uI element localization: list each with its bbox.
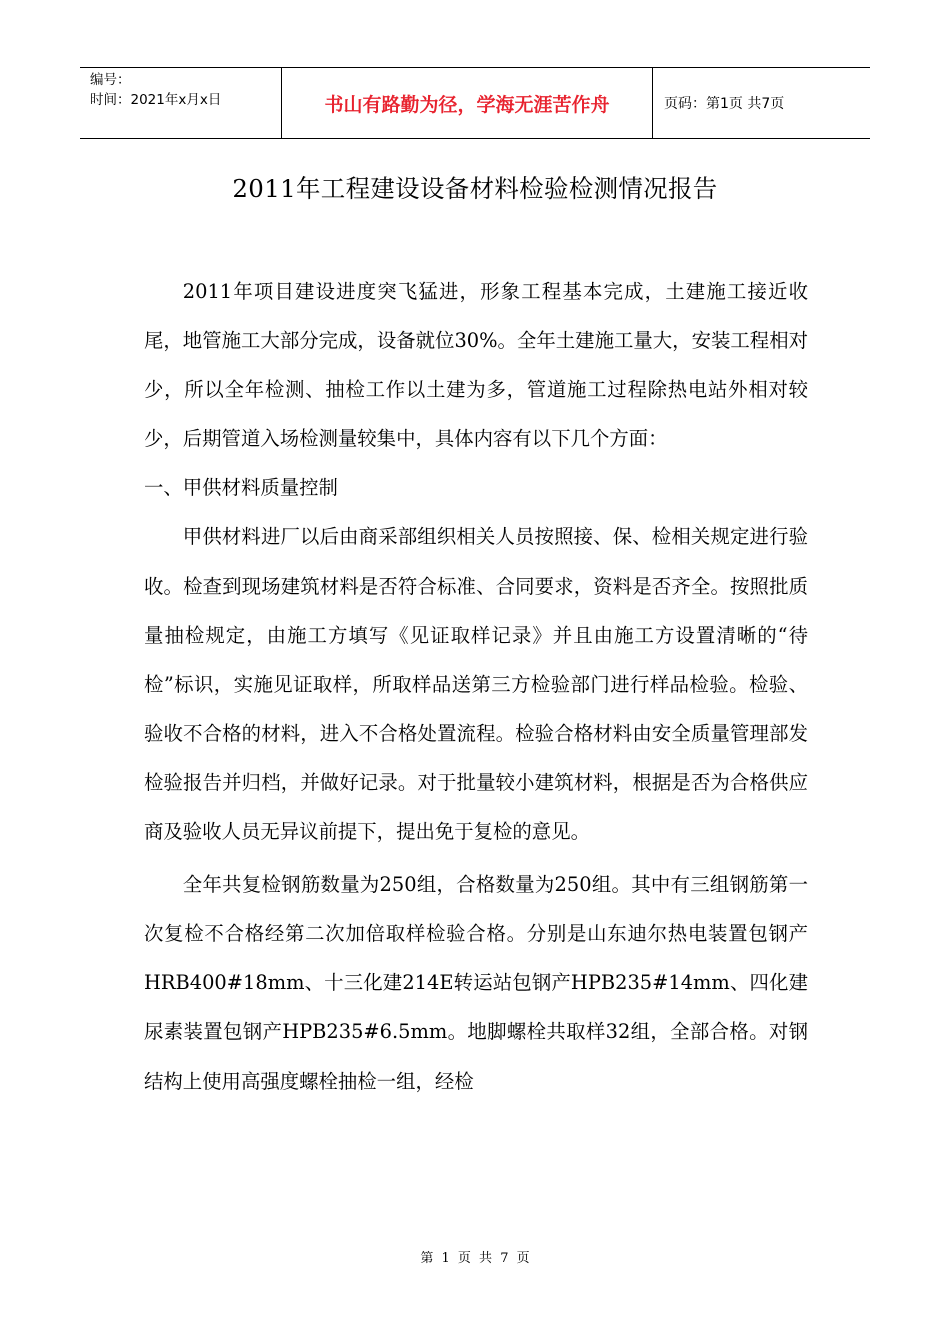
body-paragraph: 2011年项目建设进度突飞猛进，形象工程基本完成，土建施工接近收尾，地管施工大部分完成，设备就位30%。全年土建施工量大，安装工程相对少，所以全年检测、抽检工作以土建为多，管道施工过程除热电站外相对较少，后期管道入场检测量较集中，具体内容有以下几个方面： — [144, 280, 808, 451]
header-page-indicator: 页码：第1页 共7页 — [664, 96, 785, 112]
document-number-label: 编号： — [90, 72, 131, 88]
body-paragraph: 全年共复检钢筋数量为250组，合格数量为250组。其中有三组钢筋第一次复检不合格经第二次加倍取样检验合格。分别是山东迪尔热电装置包钢产HRB400#18mm、十三化建214E转运站包钢产HPB235#14mm、四化建尿素装置包钢产HPB235#6.5mm。地脚螺栓共取样32组，全部合格。对钢结构上使用高强度螺栓抽检一组，经检 — [144, 873, 808, 1093]
section-heading: 一、甲供材料质量控制 — [144, 476, 338, 500]
page-header — [80, 67, 870, 139]
document-title: 2011年工程建设设备材料检验检测情况报告 — [232, 174, 718, 203]
page-footer: 第 1 页 共 7 页 — [420, 1251, 530, 1266]
document-body — [144, 267, 808, 1106]
document-time-label: 时间：2021年x月x日 — [90, 92, 222, 108]
body-paragraph: 甲供材料进厂以后由商采部组织相关人员按照接、保、检相关规定进行验收。检查到现场建筑材料是否符合标准、合同要求，资料是否齐全。按照批质量抽检规定，由施工方填写《见证取样记录》并且由施工方设置清晰的“待检”标识，实施见证取样，所取样品送第三方检验部门进行样品检验。检验、验收不合格的材料，进入不合格处置流程。检验合格材料由安全质量管理部发检验报告并归档，并做好记录。对于批量较小建筑材料，根据是否为合格供应商及验收人员无异议前提下，提出免于复检的意见。 — [144, 525, 808, 844]
header-meta — [80, 68, 282, 138]
header-motto: 书山有路勤为径，学海无涯苦作舟 — [282, 68, 653, 138]
